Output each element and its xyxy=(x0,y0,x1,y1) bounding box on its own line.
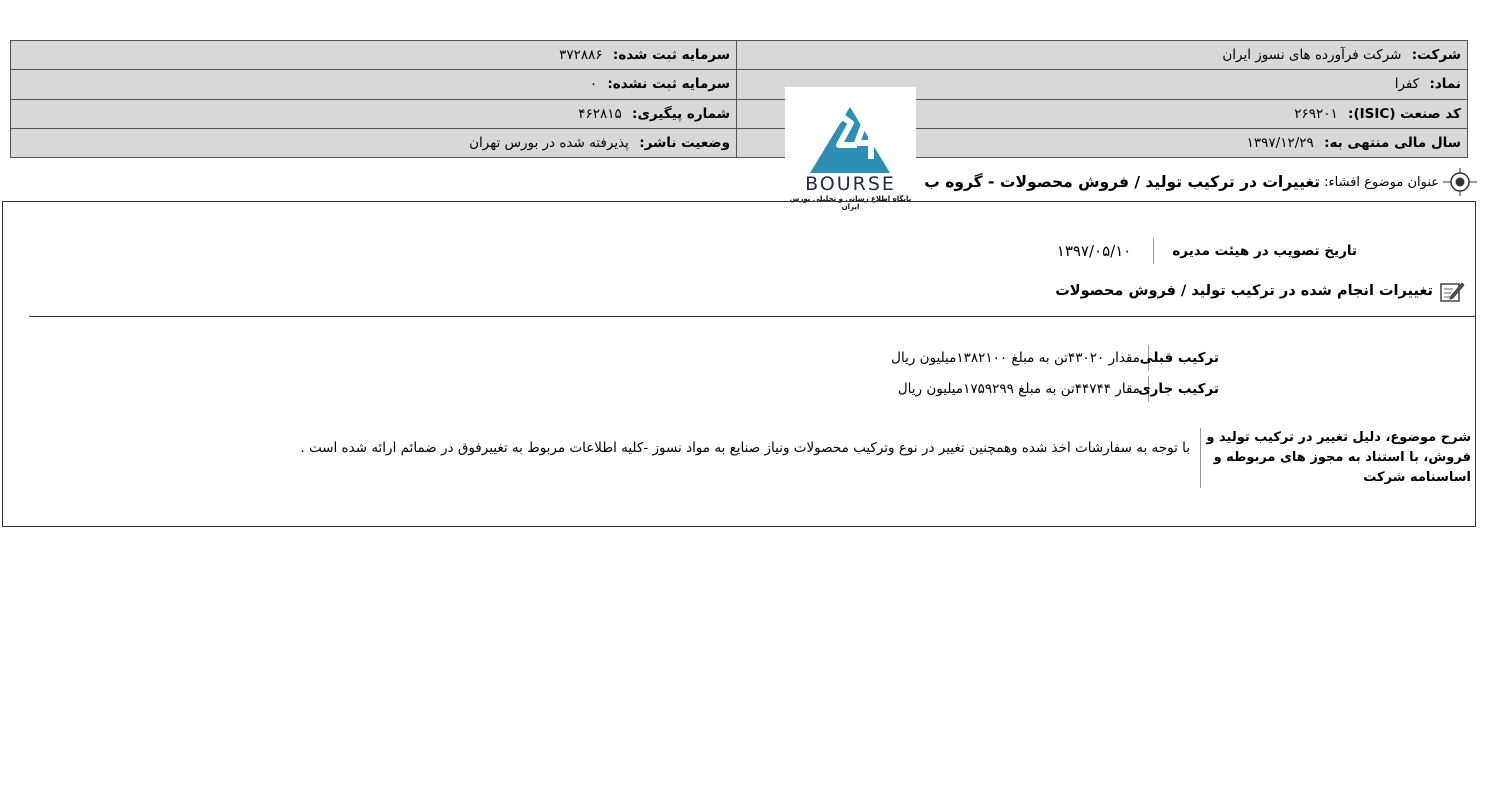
company-label: شرکت: xyxy=(1411,47,1461,64)
current-composition-label: ترکیب جاری xyxy=(1148,376,1219,402)
unregistered-capital-value: ۰ xyxy=(589,76,598,93)
previous-composition-label: ترکیب قبلی xyxy=(1148,345,1219,371)
tracking-label: شماره پیگیری: xyxy=(632,105,730,122)
description-value: با توجه به سفارشات اخذ شده وهمچنین تغییر در نوع وترکیب محصولات ونیاز صنایع به مواد نسوز -کلیه اطلاعات مربوط به تغییرفوق در ضمائم ارائه شده است . xyxy=(300,440,1190,456)
info-row xyxy=(11,128,1468,157)
company-value: شرکت فرآورده های نسوز ایران xyxy=(1222,47,1402,64)
unregistered-capital-cell xyxy=(11,70,737,99)
edit-icon xyxy=(1439,279,1465,303)
approval-date-label: تاریخ تصویب در هیئت مدیره xyxy=(1153,238,1357,264)
divider xyxy=(29,316,1475,317)
bourse24-logo xyxy=(785,87,916,211)
company-cell xyxy=(737,41,1468,70)
target-icon xyxy=(1443,168,1477,196)
subject-label: عنوان موضوع افشاء: xyxy=(1324,174,1439,190)
previous-composition-row xyxy=(891,345,1219,371)
current-composition-row xyxy=(898,376,1219,402)
isic-value: ۲۶۹۲۰۱ xyxy=(1294,105,1338,122)
fiscal-year-label: سال مالی منتهی به: xyxy=(1324,134,1461,151)
approval-row xyxy=(1057,238,1357,264)
description-row xyxy=(300,428,1471,488)
logo-subtitle: پایگاه اطلاع رسانی و تحلیلی بورس ایران xyxy=(789,195,912,211)
publisher-status-value: پذیرفته شده در بورس تهران xyxy=(469,134,629,151)
info-row xyxy=(11,41,1468,70)
content-frame xyxy=(2,201,1476,527)
publisher-status-cell xyxy=(11,128,737,157)
changes-title: تغییرات انجام شده در ترکیب تولید / فروش محصولات xyxy=(1055,283,1433,299)
fiscal-year-value: ۱۳۹۷/۱۲/۲۹ xyxy=(1246,134,1314,151)
logo-triangle-icon xyxy=(785,87,916,177)
isic-label: کد صنعت (ISIC): xyxy=(1348,105,1461,122)
tracking-cell xyxy=(11,99,737,128)
previous-composition-value: مقدار ۴۳۰۲۰تن به مبلغ ۱۳۸۲۱۰۰میلیون ریال xyxy=(891,350,1140,366)
registered-capital-cell xyxy=(11,41,737,70)
description-label: شرح موضوع، دلیل تغییر در ترکیب تولید و فروش، با استناد به مجوز های مربوطه و اساسنامه شرکت xyxy=(1200,428,1471,488)
registered-capital-value: ۳۷۲۸۸۶ xyxy=(559,47,603,64)
approval-date-value: ۱۳۹۷/۰۵/۱۰ xyxy=(1056,242,1132,260)
info-row xyxy=(11,99,1468,128)
subject-title: تغییرات در ترکیب تولید / فروش محصولات - گروه ب xyxy=(924,173,1321,191)
unregistered-capital-label: سرمایه ثبت نشده: xyxy=(607,76,730,93)
company-info-table xyxy=(10,40,1468,158)
info-row xyxy=(11,70,1468,99)
symbol-value: کفرا xyxy=(1394,76,1420,93)
subject-line xyxy=(924,168,1477,196)
changes-title-row xyxy=(1055,277,1465,305)
logo-word: BOURSE xyxy=(805,173,896,195)
tracking-value: ۴۶۲۸۱۵ xyxy=(578,105,622,122)
symbol-label: نماد: xyxy=(1429,76,1461,93)
registered-capital-label: سرمایه ثبت شده: xyxy=(612,47,730,64)
publisher-status-label: وضعیت ناشر: xyxy=(639,134,730,151)
current-composition-value: مقار ۴۴۷۴۴تن به مبلغ ۱۷۵۹۲۹۹میلیون ریال xyxy=(897,381,1140,397)
